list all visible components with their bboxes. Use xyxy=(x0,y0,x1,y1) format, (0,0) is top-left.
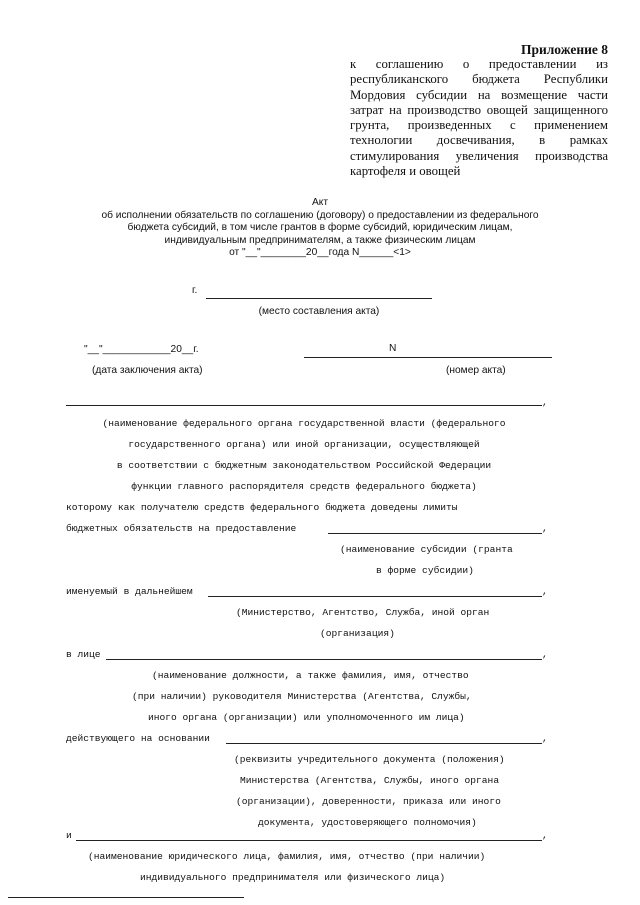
comma: , xyxy=(542,830,548,841)
person-input-line[interactable] xyxy=(106,659,542,660)
number-caption: (номер акта) xyxy=(446,365,506,376)
comma: , xyxy=(542,397,548,408)
comma: , xyxy=(542,649,548,660)
named-label: именуемый в дальнейшем xyxy=(66,586,193,597)
legal-caption-line-2: индивидуального предпринимателя или физического лица) xyxy=(140,872,446,883)
ministry-caption-line-2: (организация) xyxy=(320,628,395,639)
date-field[interactable]: "__"____________20__г. xyxy=(84,344,199,355)
appendix-title: Приложение 8 xyxy=(520,42,608,57)
doc-caption-line-3: (организации), доверенности, приказа или иного xyxy=(236,796,501,807)
appendix-description: к соглашению о предоставлении из республиканского бюджета Республики Мордовия субсидии на возмещение части затрат на производство овощей защищенного грунта, произведенных с применением технологии досвечивания, в рамках стимулирования увеличения производства картофеля и овощей xyxy=(350,57,608,179)
acting-label: действующего на основании xyxy=(66,733,210,744)
ministry-caption-line-1: (Министерство, Агентство, Служба, иной орган xyxy=(236,607,490,618)
doc-caption-line-4: документа, удостоверяющего полномочия) xyxy=(258,817,477,828)
comma: , xyxy=(542,586,548,597)
head-caption-line-3: иного органа (организации) или уполномоченного им лица) xyxy=(148,712,465,723)
act-date-number-line: от "__"________20__года N______<1> xyxy=(229,247,411,259)
place-input-line[interactable] xyxy=(206,298,432,299)
legal-entity-input-line[interactable] xyxy=(76,840,542,841)
and-label: и xyxy=(66,830,72,841)
named-input-line[interactable] xyxy=(208,596,542,597)
obligations-label: бюджетных обязательств на предоставление xyxy=(66,523,297,534)
comma: , xyxy=(542,733,548,744)
org-caption-line-3: в соответствии с бюджетным законодательством Российской Федерации xyxy=(116,460,492,471)
head-caption-line-2: (при наличии) руководителя Министерства (Агентства, Службы, xyxy=(132,691,472,702)
subsidy-input-line[interactable] xyxy=(328,533,542,534)
act-title-line-3: индивидуальным предпринимателям, а также физическим лицам xyxy=(164,234,476,246)
footnote-separator xyxy=(8,897,244,898)
act-title-line-1: об исполнении обязательств по соглашению (договору) о предоставлении из федерального xyxy=(101,209,539,221)
org-caption-line-4: функции главного распорядителя средств федерального бюджета) xyxy=(131,481,477,492)
subsidy-caption-line-2: в форме субсидии) xyxy=(376,565,474,576)
act-title: Акт xyxy=(311,197,329,208)
doc-caption-line-1: (реквизиты учредительного документа (положения) xyxy=(234,754,505,765)
comma: , xyxy=(542,523,548,534)
person-label: в лице xyxy=(66,649,101,660)
number-prefix: N xyxy=(389,343,397,354)
legal-caption-line-1: (наименование юридического лица, фамилия, имя, отчество (при наличии) xyxy=(88,851,486,862)
head-caption-line-1: (наименование должности, а также фамилия, имя, отчество xyxy=(152,670,469,681)
org-caption-line-1: (наименование федерального органа государственной власти (федерального xyxy=(102,418,506,429)
place-caption: (место составления акта) xyxy=(258,306,380,317)
act-heading xyxy=(60,197,580,260)
organization-input-line[interactable] xyxy=(66,405,542,406)
place-prefix: г. xyxy=(192,285,198,296)
number-input-line[interactable] xyxy=(304,357,552,358)
subsidy-caption-line-1: (наименование субсидии (гранта xyxy=(340,544,513,555)
org-caption-line-2: государственного органа) или иной организации, осуществляющей xyxy=(128,439,480,450)
acting-input-line[interactable] xyxy=(226,743,542,744)
act-title-line-2: бюджета субсидий, в том числе грантов в форме субсидий, юридическим лицам, xyxy=(127,222,513,234)
limits-line: которому как получателю средств федерального бюджета доведены лимиты xyxy=(66,502,458,513)
doc-caption-line-2: Министерства (Агентства, Службы, иного органа xyxy=(240,775,500,786)
date-caption: (дата заключения акта) xyxy=(92,365,203,376)
